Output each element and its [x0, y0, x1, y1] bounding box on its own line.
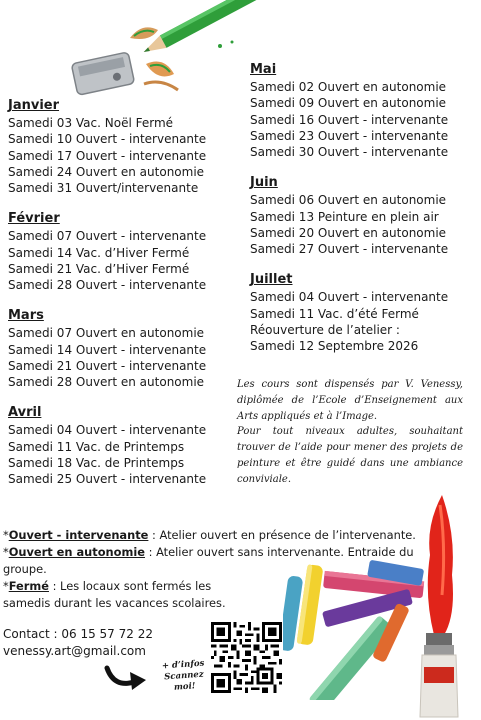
schedule-line: Samedi 21 Vac. d’Hiver Fermé	[8, 261, 190, 276]
qr-note-line: + d’infos	[161, 658, 205, 672]
month-block-mai	[250, 62, 475, 160]
schedule-line: Samedi 30 Ouvert - intervenante	[250, 145, 449, 160]
schedule-line: Samedi 10 Ouvert - intervenante	[8, 132, 207, 147]
month-title: Février	[8, 211, 60, 227]
schedule-line: Samedi 27 Ouvert - intervenante	[250, 242, 449, 257]
schedule-line: Samedi 04 Ouvert - intervenante	[250, 290, 449, 305]
schedule-line: Samedi 20 Ouvert en autonomie	[250, 225, 447, 240]
month-title: Mars	[8, 308, 44, 324]
qr-code[interactable]	[211, 622, 282, 693]
schedule-line: Samedi 03 Vac. Noël Fermé	[8, 116, 174, 131]
schedule-line: Samedi 12 Septembre 2026	[250, 339, 419, 354]
schedule-line: Samedi 02 Ouvert en autonomie	[250, 80, 447, 95]
legend-text: : Atelier ouvert sans intervenante. Entraide du groupe.	[3, 545, 414, 576]
schedule-line: Réouverture de l’atelier :	[250, 322, 400, 337]
sharpener-icon	[66, 48, 186, 100]
schedule-line: Samedi 13 Peinture en plein air	[250, 209, 439, 224]
paint-tube-icon	[412, 495, 467, 720]
contact-email[interactable]: venessy.art@gmail.com	[3, 644, 146, 658]
month-block-juillet	[250, 272, 475, 354]
legend-term: Fermé	[8, 579, 49, 593]
pastels-icon	[283, 555, 433, 700]
description-paragraph: Pour tout niveaux adultes, souhaitant trouver de l’aide pour mener des projets de peinture et être guidé dans une ambiance conviviale.	[237, 426, 463, 485]
schedule-line: Samedi 21 Ouvert - intervenante	[8, 358, 207, 373]
legend-text: : Atelier ouvert en présence de l’intervenante.	[148, 528, 416, 542]
left-calendar-column	[8, 98, 238, 502]
right-calendar-column	[250, 62, 475, 369]
legend-text: : Les locaux sont fermés les	[48, 579, 212, 593]
pencil-icon	[120, 0, 270, 55]
month-title: Mai	[250, 62, 277, 77]
legend-item: *Fermé : Les locaux sont fermés les	[3, 579, 212, 593]
month-block-fevrier	[8, 211, 238, 293]
schedule-line: Samedi 07 Ouvert - intervenante	[8, 229, 207, 244]
schedule-line: Samedi 04 Ouvert - intervenante	[8, 423, 207, 438]
month-block-mars	[8, 308, 238, 390]
month-title: Janvier	[8, 98, 60, 113]
schedule-line: Samedi 18 Vac. de Printemps	[8, 455, 185, 470]
legend-item: *Ouvert en autonomie : Atelier ouvert sans intervenante. Entraide du groupe.	[3, 545, 414, 576]
contact-phone: Contact : 06 15 57 72 22	[3, 627, 153, 641]
schedule-line: Samedi 11 Vac. de Printemps	[8, 439, 185, 454]
schedule-line: Samedi 28 Ouvert en autonomie	[8, 375, 205, 390]
month-title: Avril	[8, 405, 42, 421]
legend-term: Ouvert - intervenante	[8, 528, 149, 542]
schedule-line: Samedi 09 Ouvert en autonomie	[250, 96, 447, 111]
schedule-line: Samedi 17 Ouvert - intervenante	[8, 148, 207, 163]
schedule-line: Samedi 28 Ouvert - intervenante	[8, 278, 207, 293]
course-description	[237, 377, 463, 488]
schedule-line: Samedi 31 Ouvert/intervenante	[8, 181, 199, 196]
schedule-line: Samedi 07 Ouvert en autonomie	[8, 326, 205, 341]
month-title: Juin	[250, 175, 278, 191]
month-block-avril	[8, 405, 238, 487]
month-block-juin	[250, 175, 475, 257]
schedule-line: Samedi 14 Ouvert - intervenante	[8, 342, 207, 357]
arrow-icon	[104, 662, 150, 694]
qr-note-line: Scannez moi!	[163, 669, 204, 693]
schedule-line: Samedi 16 Ouvert - intervenante	[250, 112, 449, 127]
legend-term: Ouvert en autonomie	[8, 545, 145, 559]
schedule-line: Samedi 14 Vac. d’Hiver Fermé	[8, 245, 190, 260]
contact-block	[3, 626, 153, 660]
month-title: Juillet	[250, 272, 293, 288]
schedule-line: Samedi 06 Ouvert en autonomie	[250, 193, 447, 208]
schedule-line: Samedi 24 Ouvert en autonomie	[8, 164, 205, 179]
schedule-line: Samedi 11 Vac. d’été Fermé	[250, 306, 419, 321]
schedule-line: Samedi 25 Ouvert - intervenante	[8, 472, 207, 487]
qr-note	[153, 658, 215, 695]
schedule-line: Samedi 23 Ouvert - intervenante	[250, 128, 449, 143]
legend-text: samedis durant les vacances scolaires.	[3, 596, 226, 610]
description-paragraph: Les cours sont dispensés par V. Venessy, diplômée de l’Ecole d’Enseignement aux Arts appliqués et à l’Image.	[237, 379, 463, 422]
legend-item: *Ouvert - intervenante : Atelier ouvert en présence de l’intervenante.	[3, 528, 416, 542]
month-block-janvier	[8, 98, 238, 196]
